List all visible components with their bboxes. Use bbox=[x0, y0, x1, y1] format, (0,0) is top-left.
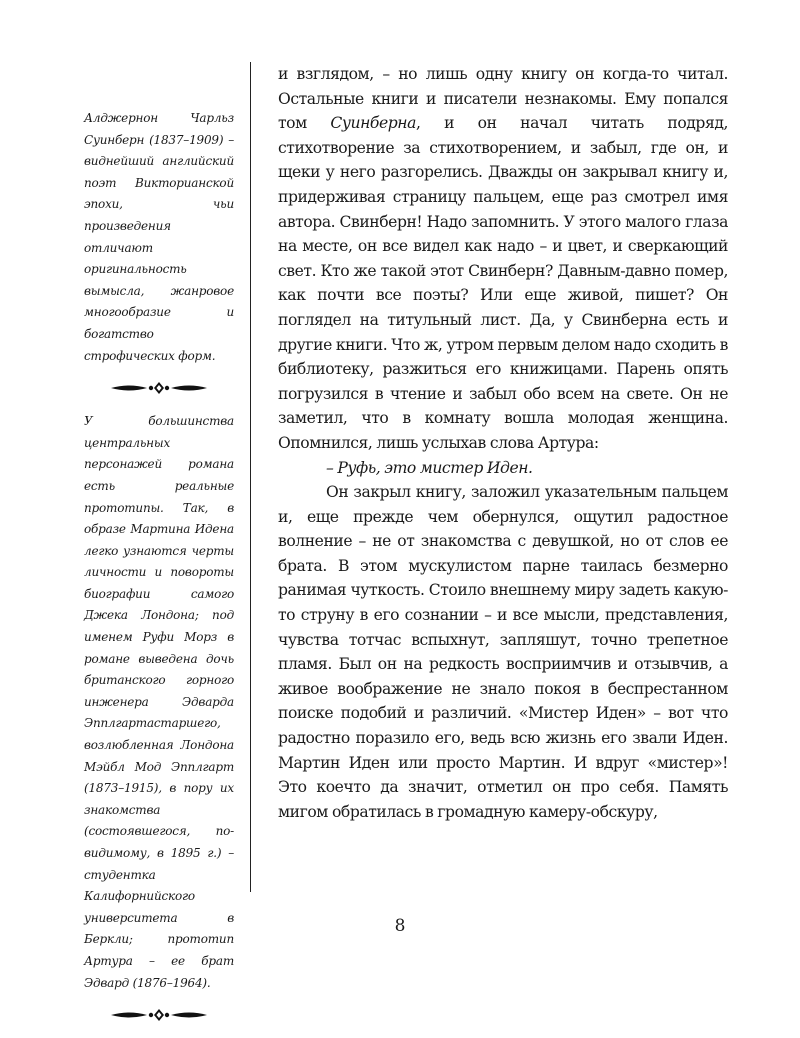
sidebar-notes bbox=[84, 108, 234, 1038]
page-number: 8 bbox=[394, 916, 406, 936]
sidebar-note-prototypes: У большинства центральных персонажей романа есть реальные прототипы. Так, в образе Мартина Идена легко узнаются черты личности и повороты биографии самого Джека Лондона; под именем Руфи Морз в романе выведена дочь британского горного инженера Эдварда Эпплгартастаршего, возлюбленная Лондона Мэйбл Мод Эпплгарт (1873–1915), в пору их знакомства (состоявшегося, по-видимому, в 1895 г.) – студентка Калифорнийского университета в Беркли; прототип Артура – ее брат Эдвард (1876–1964). bbox=[84, 414, 234, 990]
paragraph-text: и взглядом, – но лишь одну книгу он когда-то читал. Остальные книги и писатели незнакомы. Ему попался том bbox=[278, 65, 728, 133]
ornament-divider-icon bbox=[109, 1008, 209, 1022]
column-divider bbox=[250, 62, 251, 892]
dialogue-line: – Руфь, это мистер Иден. bbox=[326, 458, 533, 477]
paragraph: Он закрыл книгу, заложил указательным пальцем и, еще прежде чем обернулся, ощутил радостное волнение – не от знакомства с девушкой, но от слов ее брата. В этом мускулистом парне таилась безмерно ранимая чуткость. Стоило внешнему миру задеть какую-то струну в его сознании – и все мысли, представления, чувства тотчас вспыхнут, запляшут, точно трепетное пламя. Был он на редкость восприимчив и отзывчив, а живое воображение не знало покоя в беспрестанном поиске подобий и различий. «Мистер Иден» – вот что радостно поразило его, ведь всю жизнь его звали Иден. Мартин Иден или просто Мартин. И вдруг «мистер»! Это коечто да значит, отметил он про себя. Память мигом обратилась в громадную камеру-обскуру, bbox=[278, 483, 728, 821]
ornament-divider-icon bbox=[109, 381, 209, 395]
paragraph bbox=[278, 62, 728, 456]
sidebar-note-swinburne: Алджернон Чарльз Суинберн (1837–1909) – виднейший английский поэт Викторианской эпохи, чьи произведения отличают оригинальность вымысла, жанровое многообразие и богатство строфических форм. bbox=[84, 111, 234, 363]
paragraph-text: , и он начал читать подряд, стихотворение за стихотворением, и забыл, где он, и щеки у него разгорелись. Дважды он закрывал книгу и, придерживая страницу пальцем, еще раз смотрел имя автора. Свинберн! Надо запомнить. У этого малого глаза на месте, он все видел как надо – и цвет, и сверкающий свет. Кто же такой этот Свинберн? Давным-давно помер, как почти все поэты? Или еще живой, пишет? Он поглядел на титульный лист. Да, у Свинберна есть и другие книги. Что ж, утром первым делом надо сходить в библиотеку, разжиться его книжицами. Парень опять погрузился в чтение и забыл обо всем на свете. Он не заметил, что в комнату вошла молодая женщина. Опомнился, лишь услыхав слова Артура: bbox=[278, 114, 728, 452]
main-text bbox=[278, 62, 728, 824]
italic-name: Суинберна bbox=[330, 114, 416, 133]
